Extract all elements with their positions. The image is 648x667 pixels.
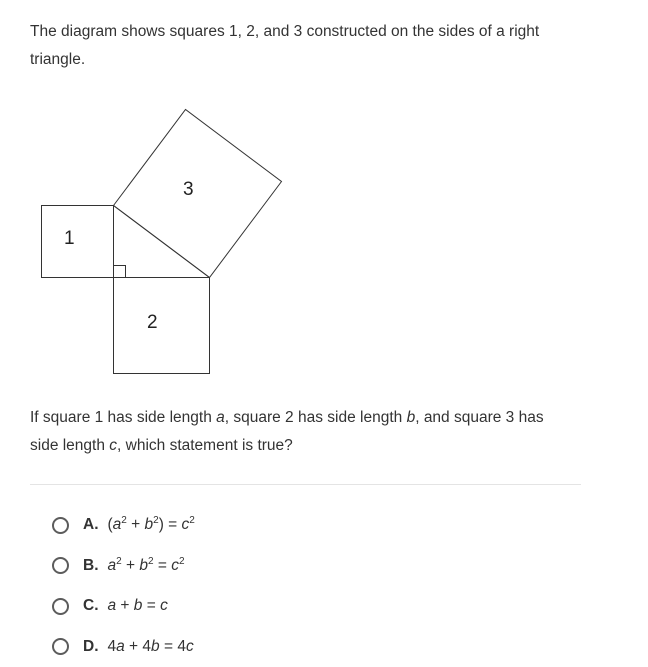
choice-d[interactable] — [52, 627, 195, 667]
prompt-text: If square 1 has side length — [30, 409, 216, 426]
answer-choices — [52, 505, 195, 667]
var-c: c — [109, 437, 117, 454]
choice-b[interactable] — [52, 546, 195, 587]
question-intro-line2: triangle. — [30, 51, 85, 68]
radio-button-c[interactable] — [52, 598, 69, 615]
prompt-text: side length — [30, 437, 109, 454]
prompt-text: , and square 3 has — [415, 409, 543, 426]
radio-button-a[interactable] — [52, 517, 69, 534]
choice-letter: B. — [83, 557, 99, 575]
choice-letter: D. — [83, 638, 99, 656]
choice-expression: $a^2 + b^2 = c^2$ — [108, 557, 185, 575]
choice-expression: a + b = c — [108, 597, 168, 615]
choice-expression: $(a^2 + b^2) = c^2$ — [108, 516, 195, 534]
square-2-label: 2 — [147, 312, 158, 333]
prompt-text: , which statement is true? — [117, 437, 293, 454]
choice-c[interactable] — [52, 586, 195, 627]
question-prompt — [30, 404, 570, 460]
right-angle-marker — [114, 266, 126, 278]
var-b: b — [407, 409, 416, 426]
square-1-label: 1 — [64, 228, 75, 249]
choice-a[interactable] — [52, 505, 195, 546]
square-2 — [114, 278, 210, 374]
square-3-label: 3 — [183, 179, 194, 200]
var-a: a — [216, 409, 225, 426]
radio-button-d[interactable] — [52, 638, 69, 655]
square-1 — [42, 206, 114, 278]
divider — [30, 484, 581, 485]
prompt-text: , square 2 has side length — [225, 409, 407, 426]
question-intro-line1: The diagram shows squares 1, 2, and 3 constructed on the sides of a right — [30, 23, 539, 40]
choice-letter: A. — [83, 516, 99, 534]
choice-expression: 4a + 4b = 4c — [108, 638, 194, 656]
hypotenuse — [114, 206, 210, 278]
square-3 — [114, 110, 282, 278]
radio-button-b[interactable] — [52, 557, 69, 574]
choice-letter: C. — [83, 597, 99, 615]
